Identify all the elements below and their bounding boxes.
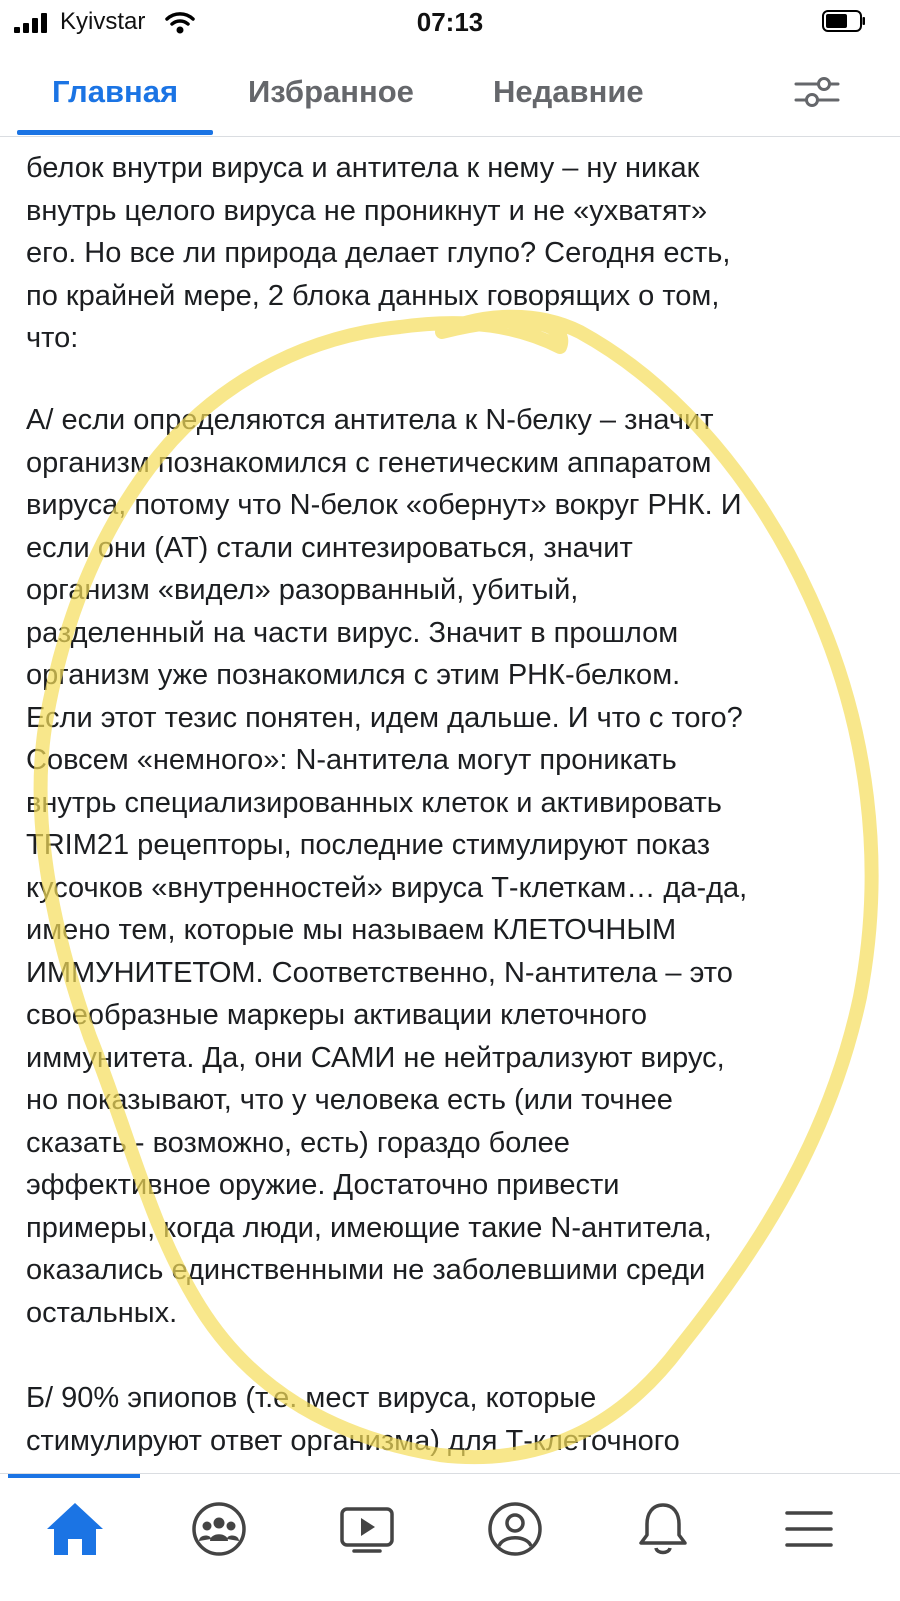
post-content [0,137,900,1473]
nav-profile[interactable] [480,1494,550,1564]
tab-favorites[interactable]: Избранное [248,74,414,109]
active-nav-indicator [8,1474,140,1478]
nav-groups[interactable] [184,1494,254,1564]
carrier-name: Kyivstar [60,8,146,35]
active-tab-indicator [17,130,213,135]
groups-icon [189,1499,249,1559]
post-paragraph-b: Б/ 90% эпиопов (т.е. мест вируса, которые стимулируют ответ организма) для Т-клеточного [26,1382,680,1457]
nav-home[interactable] [40,1494,110,1564]
video-play-icon [337,1501,397,1557]
profile-icon [485,1499,545,1559]
feed-tabs [0,54,900,137]
battery-icon [822,10,866,32]
nav-menu[interactable] [774,1494,844,1564]
home-icon [43,1499,107,1559]
post-paragraph-intro: белок внутри вируса и антитела к нему – ну никак внутрь целого вируса не проникнут и не «ухватят» его. Но все ли природа делает глупо? Сегодня есть, по крайней мере, 2 блока данных говорящих о том, что: [26,152,731,354]
hamburger-menu-icon [781,1505,837,1553]
status-bar [0,0,900,44]
post-paragraph-a: А/ если определяются антитела к N-белку – значит организм познакомился с генетическим аппаратом вируса, потому что N-белок «обернут» вокруг РНК. И если они (АТ) стали синтезироваться, значит организм «видел» разорванный, убитый, разделенный на части вирус. Значит в прошлом организм уже познакомился с этим РНК-белком. Если этот тезис понятен, идем дальше. И что с того? Совсем «немного»: N-антитела могут проникать внутрь специализированных клеток и активировать TRIM21 рецепторы, последние стимулируют показ кусочков «внутренностей» вируса Т-клеткам… да-да, имено тем, которые мы называем КЛЕТОЧНЫМ ИММУНИТЕТОМ. Соответственно, N-антитела – это своеобразные маркеры активации клеточного иммунитета. Да, они САМИ не нейтрализуют вирус, но показывают, что у человека есть (или точнее сказать - возможно, есть) гораздо более эффективное оружие. Достаточно привести примеры, когда люди, имеющие такие N-антитела, оказались единственными не заболевшими среди остальных. [26,404,748,1329]
nav-watch[interactable] [332,1494,402,1564]
nav-notifications[interactable] [628,1494,698,1564]
bottom-navigation [0,1473,900,1601]
bell-icon [635,1499,691,1559]
tab-home[interactable]: Главная [52,74,179,109]
filter-settings-icon[interactable] [792,72,842,112]
clock: 07:13 [416,7,484,37]
tab-recent[interactable]: Недавние [493,74,644,109]
